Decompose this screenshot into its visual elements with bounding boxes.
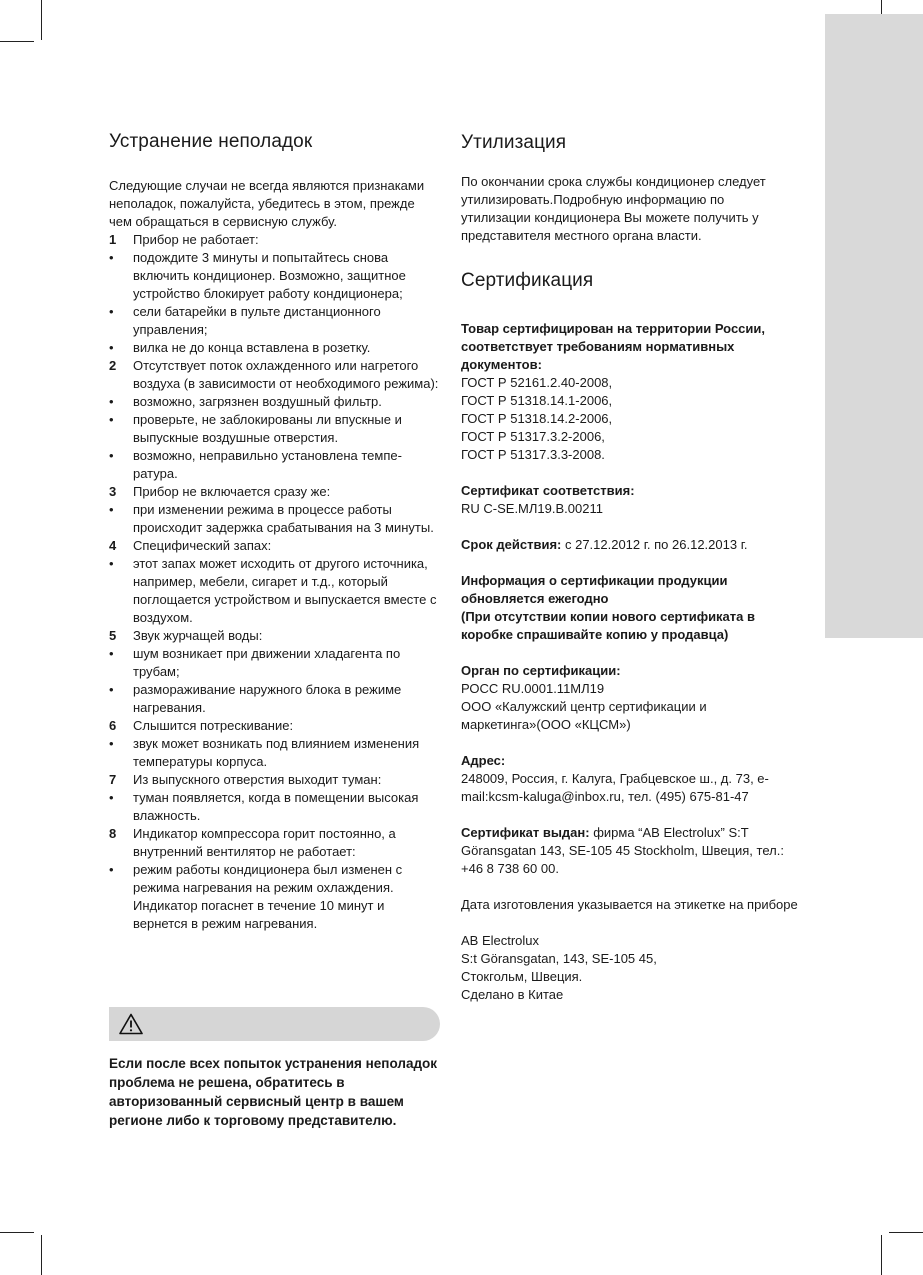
item-text: размораживание наружного блока в режиме нагревания. [133,682,402,715]
certificate-number: RU C-SE.МЛ19.В.00211 [461,501,603,516]
company-line: S:t Göransgatan, 143, SE-105 45, [461,951,657,966]
bullet-marker: • [109,790,114,805]
certification-heading: Сертификация [461,270,594,291]
bullet-item [109,393,441,411]
disposal-text: По окончании срока службы кондиционер следует утилизировать.Подробную информацию по утилизации кондиционера Вы можете получить у представителя местного органа власти. [461,174,766,243]
item-text: Специфический запах: [133,538,272,553]
bullet-marker: • [109,502,114,517]
item-text: туман появляется, когда в помещении высокая влажность. [133,790,419,823]
item-text: Слышится потрескивание: [133,718,294,733]
certification-body [461,320,801,1004]
bullet-item [109,861,441,933]
troubleshooting-heading: Устранение неполадок [109,131,313,152]
bullet-marker: • [109,448,114,463]
warning-triangle-icon [119,1013,143,1035]
item-text: звук может возникать под влиянием изменения температуры корпуса. [133,736,420,769]
bullet-marker: • [109,250,114,265]
item-text: при изменении режима в процессе работы происходит задержка срабатывания на 3 минуты. [133,502,434,535]
certificate-label: Сертификат соответствия: [461,483,635,498]
standard-item: ГОСТ Р 51318.14.2-2006, [461,411,613,426]
item-text: возможно, загрязнен воздушный фильтр. [133,394,382,409]
authority-name: ООО «Калужский центр сертификации и маркетинга»(ООО «КЦСМ») [461,699,707,732]
item-text: Из выпускного отверстия выходит туман: [133,772,382,787]
crop-mark [0,41,34,42]
disposal-heading: Утилизация [461,132,567,153]
company-address [461,932,801,1004]
item-text: режим работы кондиционера был изменен с режима нагревания на режим охлаждения. Индикатор погаснет в течение 10 минут и вернется в режим нагревания. [133,862,403,931]
bullet-item [109,339,441,357]
bullet-marker: • [109,556,114,571]
bullet-marker: • [109,736,114,751]
company-line: AB Electrolux [461,933,540,948]
numbered-item [109,231,441,249]
bullet-item [109,411,441,447]
item-text: возможно, неправильно установлена температура. [133,448,402,481]
bullet-item [109,447,441,483]
authority-label: Орган по сертификации: [461,663,621,678]
authority-code: РОСС RU.0001.11МЛ19 [461,681,605,696]
bullet-marker: • [109,304,114,319]
crop-mark [41,0,42,40]
item-number: 8 [109,826,117,841]
numbered-item [109,771,441,789]
item-number: 7 [109,772,117,787]
validity-value: с 27.12.2012 г. по 26.12.2013 г. [561,537,748,552]
item-number: 2 [109,358,117,373]
company-line: Сделано в Китае [461,987,564,1002]
bullet-item [109,555,441,627]
standard-item: ГОСТ Р 52161.2.40-2008, [461,375,613,390]
item-text: шум возникает при движении хладагента по трубам; [133,646,401,679]
bullet-marker: • [109,412,114,427]
item-number: 1 [109,232,117,247]
bullet-item [109,735,441,771]
item-text: проверьте, не заблокированы ли впускные и выпускные воздушные отверстия. [133,412,402,445]
side-tab [825,14,923,638]
warning-bar [109,1007,440,1041]
bullet-marker: • [109,340,114,355]
bullet-marker: • [109,394,114,409]
numbered-item [109,717,441,735]
item-text: Прибор не включается сразу же: [133,484,331,499]
bullet-item [109,681,441,717]
bullet-marker: • [109,682,114,697]
crop-mark [889,1232,923,1233]
item-text: Отсутствует поток охлажденного или нагретого воздуха (в зависимости от необходимого режима): [133,358,439,391]
troubleshooting-list [109,231,441,933]
manufacture-date: Дата изготовления указывается на этикетке на приборе [461,897,798,912]
bullet-item [109,303,441,339]
crop-mark [881,1235,882,1275]
issued-text: фирма “AB Electrolux” S:T Göransgatan 143, SE-105 45 Stockholm, Швеция, тел.: +46 8 738 60 00. [461,825,784,876]
certification-intro: Товар сертифицирован на территории России, соответствует требованиям нормативных документов: [461,321,766,372]
item-text: Прибор не работает: [133,232,259,247]
bullet-item [109,789,441,825]
item-number: 4 [109,538,117,553]
validity-line [461,536,801,554]
troubleshooting-body [109,177,441,933]
item-text: подождите 3 минуты и попытайтесь снова включить кондиционер. Возможно, защитное устройство блокирует работу кондиционера; [133,250,406,301]
bullet-item [109,249,441,303]
item-text: Звук журчащей воды: [133,628,263,643]
bullet-marker: • [109,862,114,877]
certification-info-2: (При отсутствии копии нового сертификата в коробке спрашивайте копию у продавца) [461,609,755,642]
numbered-item [109,825,441,861]
issued-line [461,824,801,878]
crop-mark [41,1235,42,1275]
standard-item: ГОСТ Р 51317.3.3-2008. [461,447,605,462]
numbered-item [109,537,441,555]
standards-list [461,374,801,464]
crop-mark [0,1232,34,1233]
item-number: 3 [109,484,117,499]
issued-label: Сертификат выдан: [461,825,590,840]
certification-info-1: Информация о сертификации продукции обновляется ежегодно [461,573,728,606]
numbered-item [109,357,441,393]
standard-item: ГОСТ Р 51317.3.2-2006, [461,429,605,444]
numbered-item [109,627,441,645]
item-text: этот запах может исходить от другого источника, например, мебели, сигарет и т.д., который поглощается устройством и выпускается вместе с воздухом. [133,556,437,625]
bullet-marker: • [109,646,114,661]
company-line: Стокгольм, Швеция. [461,969,583,984]
item-text: Индикатор компрессора горит постоянно, а внутренний вентилятор не работает: [133,826,396,859]
bullet-item [109,645,441,681]
item-text: сели батарейки в пульте дистанционного управления; [133,304,381,337]
numbered-item [109,483,441,501]
item-text: вилка не до конца вставлена в розетку. [133,340,371,355]
item-number: 6 [109,718,117,733]
bullet-item [109,501,441,537]
item-number: 5 [109,628,117,643]
address-text: 248009, Россия, г. Калуга, Грабцевское ш., д. 73, e-mail:kcsm-kaluga@inbox.ru, тел. (495) 675-81-47 [461,771,769,804]
warning-text: Если после всех попыток устранения неполадок проблема не решена, обратитесь в авторизованный сервисный центр в вашем регионе либо к торговому представителю. [109,1056,438,1128]
address-label: Адрес: [461,753,506,768]
standard-item: ГОСТ Р 51318.14.1-2006, [461,393,613,408]
troubleshooting-intro: Следующие случаи не всегда являются признаками неполадок, пожалуйста, убедитесь в этом, прежде чем обращаться в сервисную службу. [109,178,425,229]
validity-label: Срок действия: [461,537,562,552]
